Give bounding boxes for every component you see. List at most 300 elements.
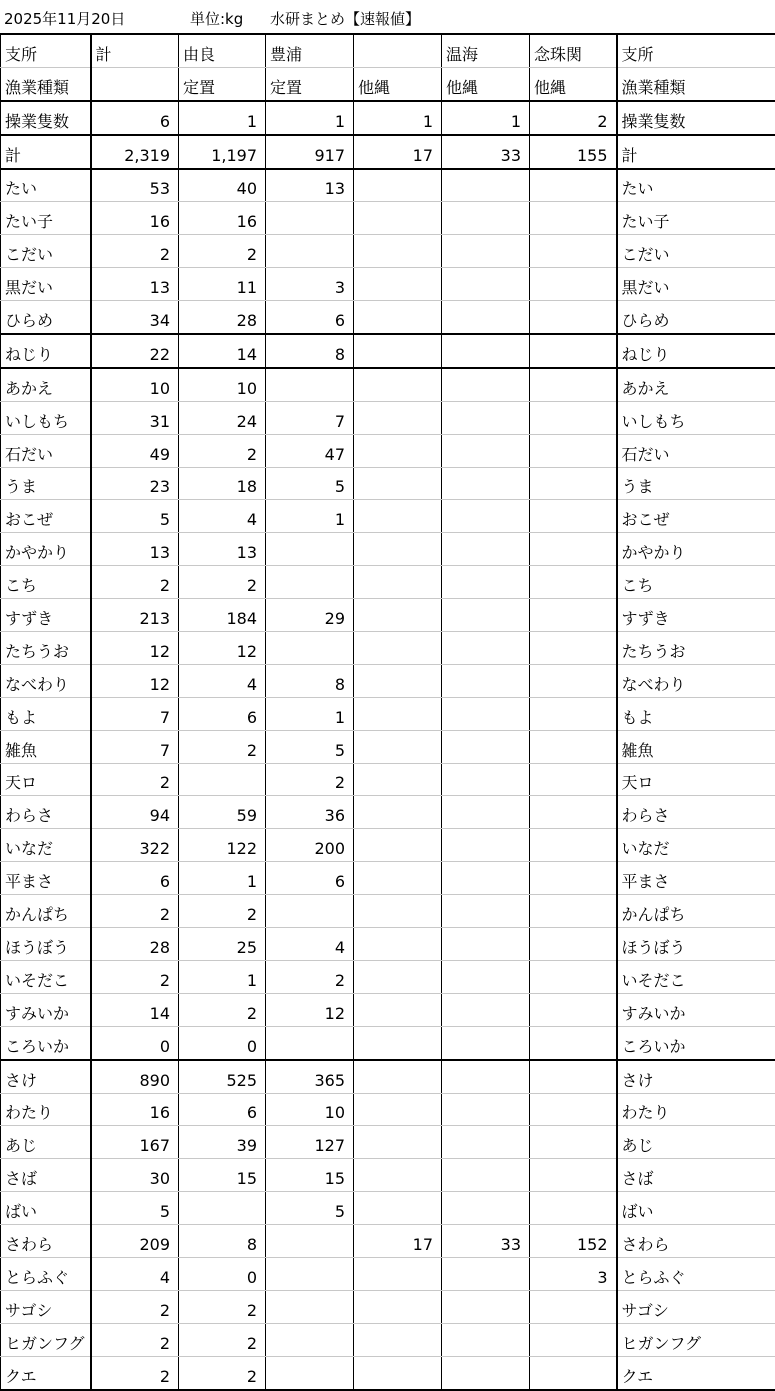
- table-row: [1, 763, 775, 796]
- cell-value: 17: [354, 1225, 442, 1258]
- cell-value: [530, 1323, 617, 1356]
- cell-value: 34: [91, 301, 179, 334]
- cell-value: [442, 730, 530, 763]
- cell-value: 4: [179, 500, 266, 533]
- ships-row: [1, 101, 775, 135]
- row-label: ころいか: [1, 1026, 91, 1059]
- cell-value: [266, 895, 354, 928]
- cell-value: 36: [266, 796, 354, 829]
- row-label: こち: [1, 566, 91, 599]
- row-label-right: いそだこ: [617, 960, 775, 993]
- cell-value: 1: [266, 697, 354, 730]
- table-row: [1, 500, 775, 533]
- cell-value: 6: [179, 697, 266, 730]
- cell-value: [442, 467, 530, 500]
- table-row: [1, 796, 775, 829]
- cell-value: 8: [266, 664, 354, 697]
- cell-value: [442, 1323, 530, 1356]
- cell-value: [266, 632, 354, 665]
- table-row: [1, 730, 775, 763]
- cell-value: [442, 697, 530, 730]
- cell-value: [266, 235, 354, 268]
- cell-value: 7: [266, 401, 354, 434]
- cell-value: 23: [91, 467, 179, 500]
- cell-value: 5: [91, 1192, 179, 1225]
- cell-value: [354, 730, 442, 763]
- cell-value: [530, 434, 617, 467]
- catch-table: [0, 33, 775, 1391]
- row-label: かやかり: [1, 533, 91, 566]
- cell-value: [530, 533, 617, 566]
- row-label-right: あかえ: [617, 368, 775, 401]
- table-row: [1, 434, 775, 467]
- cell-value: 2: [530, 101, 617, 135]
- table-row: [1, 1093, 775, 1126]
- cell-value: 365: [266, 1060, 354, 1093]
- cell-value: [179, 1192, 266, 1225]
- cell-value: [530, 334, 617, 368]
- cell-value: 他縄: [354, 67, 442, 100]
- cell-value: [354, 960, 442, 993]
- cell-value: [442, 796, 530, 829]
- table-row: [1, 599, 775, 632]
- table-row: [1, 1126, 775, 1159]
- table-row: [1, 202, 775, 235]
- cell-value: 152: [530, 1225, 617, 1258]
- cell-value: 2: [91, 960, 179, 993]
- row-label-right: おこぜ: [617, 500, 775, 533]
- cell-value: [530, 401, 617, 434]
- row-label: 石だい: [1, 434, 91, 467]
- table-row: [1, 566, 775, 599]
- cell-value: 7: [91, 730, 179, 763]
- cell-value: [354, 1192, 442, 1225]
- cell-value: [266, 1225, 354, 1258]
- cell-value: [266, 566, 354, 599]
- row-label: ほうぼう: [1, 928, 91, 961]
- cell-value: [442, 599, 530, 632]
- cell-value: 213: [91, 599, 179, 632]
- table-row: [1, 1225, 775, 1258]
- cell-value: [354, 368, 442, 401]
- cell-value: [354, 763, 442, 796]
- cell-value: [354, 301, 442, 334]
- row-label: なべわり: [1, 664, 91, 697]
- table-row: [1, 960, 775, 993]
- row-label: ひらめ: [1, 301, 91, 334]
- cell-value: 4: [266, 928, 354, 961]
- cell-value: 1: [179, 101, 266, 135]
- cell-value: 13: [91, 533, 179, 566]
- row-label: ねじり: [1, 334, 91, 368]
- row-label-right: わたり: [617, 1093, 775, 1126]
- row-label-right: 天ロ: [617, 763, 775, 796]
- row-label-right: たい: [617, 169, 775, 202]
- cell-value: 1: [179, 862, 266, 895]
- cell-value: 2: [91, 1290, 179, 1323]
- cell-value: [442, 664, 530, 697]
- table-row: [1, 829, 775, 862]
- table-row: [1, 895, 775, 928]
- cell-value: [530, 697, 617, 730]
- row-label-right: たい子: [617, 202, 775, 235]
- row-label: いそだこ: [1, 960, 91, 993]
- cell-value: 200: [266, 829, 354, 862]
- cell-value: 他縄: [442, 67, 530, 100]
- cell-value: 5: [266, 730, 354, 763]
- row-label: たい: [1, 169, 91, 202]
- cell-value: [354, 1060, 442, 1093]
- cell-value: 2: [179, 1323, 266, 1356]
- cell-value: [530, 993, 617, 1026]
- cell-value: 33: [442, 1225, 530, 1258]
- cell-value: 1: [442, 101, 530, 135]
- row-label-right: ひらめ: [617, 301, 775, 334]
- row-label-right: なべわり: [617, 664, 775, 697]
- row-label-right: ばい: [617, 1192, 775, 1225]
- cell-value: 14: [179, 334, 266, 368]
- cell-value: [354, 697, 442, 730]
- cell-value: [530, 1126, 617, 1159]
- cell-value: [442, 169, 530, 202]
- cell-value: [354, 235, 442, 268]
- cell-value: 定置: [266, 67, 354, 100]
- cell-value: 16: [91, 202, 179, 235]
- row-label-right: 雑魚: [617, 730, 775, 763]
- cell-value: [530, 928, 617, 961]
- row-label-right: 漁業種類: [617, 67, 775, 100]
- row-label-right: ころいか: [617, 1026, 775, 1059]
- cell-value: [354, 1026, 442, 1059]
- row-label-right: ねじり: [617, 334, 775, 368]
- cell-value: 24: [179, 401, 266, 434]
- cell-value: [442, 928, 530, 961]
- cell-value: [530, 895, 617, 928]
- row-label-right: サゴシ: [617, 1290, 775, 1323]
- cell-value: 温海: [442, 34, 530, 67]
- cell-value: 2: [179, 993, 266, 1026]
- cell-value: [530, 1159, 617, 1192]
- cell-value: 12: [91, 632, 179, 665]
- cell-value: [442, 862, 530, 895]
- row-label: わらさ: [1, 796, 91, 829]
- cell-value: [530, 268, 617, 301]
- row-label: おこぜ: [1, 500, 91, 533]
- row-label-right: とらふぐ: [617, 1257, 775, 1290]
- cell-value: [530, 467, 617, 500]
- cell-value: [354, 599, 442, 632]
- row-label-right: あじ: [617, 1126, 775, 1159]
- cell-value: [530, 169, 617, 202]
- cell-value: [442, 632, 530, 665]
- cell-value: [530, 960, 617, 993]
- cell-value: [354, 1290, 442, 1323]
- row-label: もよ: [1, 697, 91, 730]
- cell-value: 2: [266, 960, 354, 993]
- cell-value: [530, 664, 617, 697]
- cell-value: 念珠関: [530, 34, 617, 67]
- cell-value: [530, 1192, 617, 1225]
- cell-value: 2: [91, 895, 179, 928]
- table-row: [1, 697, 775, 730]
- cell-value: [354, 1323, 442, 1356]
- cell-value: 豊浦: [266, 34, 354, 67]
- table-row: [1, 928, 775, 961]
- cell-value: 28: [91, 928, 179, 961]
- cell-value: [530, 632, 617, 665]
- table-row: [1, 862, 775, 895]
- cell-value: 525: [179, 1060, 266, 1093]
- cell-value: [530, 730, 617, 763]
- cell-value: 他縄: [530, 67, 617, 100]
- table-row: [1, 1159, 775, 1192]
- cell-value: 15: [266, 1159, 354, 1192]
- table-row: [1, 664, 775, 697]
- cell-value: 4: [91, 1257, 179, 1290]
- cell-value: 1: [179, 960, 266, 993]
- cell-value: 6: [91, 862, 179, 895]
- cell-value: 322: [91, 829, 179, 862]
- cell-value: 6: [266, 862, 354, 895]
- cell-value: 8: [179, 1225, 266, 1258]
- cell-value: 4: [179, 664, 266, 697]
- row-label: あかえ: [1, 368, 91, 401]
- cell-value: [442, 434, 530, 467]
- cell-value: 13: [91, 268, 179, 301]
- row-label: 天ロ: [1, 763, 91, 796]
- row-label-right: こち: [617, 566, 775, 599]
- table-row: [1, 401, 775, 434]
- cell-value: 59: [179, 796, 266, 829]
- cell-value: [442, 1060, 530, 1093]
- row-label: 支所: [1, 34, 91, 67]
- cell-value: 2: [179, 1356, 266, 1389]
- cell-value: [442, 1159, 530, 1192]
- cell-value: [530, 368, 617, 401]
- cell-value: 18: [179, 467, 266, 500]
- cell-value: 16: [179, 202, 266, 235]
- cell-value: 122: [179, 829, 266, 862]
- row-label: たい子: [1, 202, 91, 235]
- cell-value: [354, 434, 442, 467]
- row-label-right: 支所: [617, 34, 775, 67]
- cell-value: [530, 796, 617, 829]
- cell-value: 1: [266, 500, 354, 533]
- cell-value: [530, 1026, 617, 1059]
- cell-value: 917: [266, 135, 354, 169]
- cell-value: 47: [266, 434, 354, 467]
- row-label: さけ: [1, 1060, 91, 1093]
- cell-value: [442, 268, 530, 301]
- table-row: [1, 1323, 775, 1356]
- cell-value: [354, 664, 442, 697]
- table-row: [1, 334, 775, 368]
- cell-value: 28: [179, 301, 266, 334]
- cell-value: 25: [179, 928, 266, 961]
- row-label-right: かんぱち: [617, 895, 775, 928]
- row-label: あじ: [1, 1126, 91, 1159]
- row-label: さば: [1, 1159, 91, 1192]
- cell-value: 12: [179, 632, 266, 665]
- cell-value: [530, 202, 617, 235]
- cell-value: [442, 533, 530, 566]
- row-label: すみいか: [1, 993, 91, 1026]
- cell-value: 3: [266, 268, 354, 301]
- cell-value: [354, 401, 442, 434]
- cell-value: [442, 1290, 530, 1323]
- row-label: ヒガンフグ: [1, 1323, 91, 1356]
- cell-value: [354, 566, 442, 599]
- row-label: 漁業種類: [1, 67, 91, 100]
- cell-value: [530, 599, 617, 632]
- cell-value: [442, 235, 530, 268]
- cell-value: 209: [91, 1225, 179, 1258]
- cell-value: 11: [179, 268, 266, 301]
- cell-value: 22: [91, 334, 179, 368]
- row-label-right: すみいか: [617, 993, 775, 1026]
- cell-value: [442, 1026, 530, 1059]
- cell-value: [442, 1192, 530, 1225]
- cell-value: 53: [91, 169, 179, 202]
- table-row: [1, 1192, 775, 1225]
- cell-value: [354, 1126, 442, 1159]
- cell-value: 2: [266, 763, 354, 796]
- row-label: 雑魚: [1, 730, 91, 763]
- cell-value: [266, 368, 354, 401]
- cell-value: 2: [91, 763, 179, 796]
- cell-value: 2: [179, 434, 266, 467]
- row-label: 計: [1, 135, 91, 169]
- cell-value: 2: [91, 566, 179, 599]
- cell-value: [442, 566, 530, 599]
- row-label: すずき: [1, 599, 91, 632]
- cell-value: [442, 895, 530, 928]
- cell-value: 16: [91, 1093, 179, 1126]
- cell-value: [530, 235, 617, 268]
- table-row: [1, 993, 775, 1026]
- row-label: わたり: [1, 1093, 91, 1126]
- row-label-right: 操業隻数: [617, 101, 775, 135]
- cell-value: [91, 67, 179, 100]
- cell-value: [266, 1026, 354, 1059]
- cell-value: [354, 632, 442, 665]
- cell-value: 31: [91, 401, 179, 434]
- table-row: [1, 1356, 775, 1389]
- cell-value: [354, 1093, 442, 1126]
- cell-value: [442, 1356, 530, 1389]
- cell-value: 13: [266, 169, 354, 202]
- cell-value: [354, 533, 442, 566]
- cell-value: 2: [179, 895, 266, 928]
- cell-value: 5: [266, 1192, 354, 1225]
- table-row: [1, 467, 775, 500]
- cell-value: [442, 763, 530, 796]
- cell-value: 39: [179, 1126, 266, 1159]
- row-label-right: いなだ: [617, 829, 775, 862]
- cell-value: 40: [179, 169, 266, 202]
- cell-value: 2: [91, 235, 179, 268]
- cell-value: [354, 268, 442, 301]
- header-row-fishery: [1, 67, 775, 100]
- cell-value: 12: [266, 993, 354, 1026]
- row-label: サゴシ: [1, 1290, 91, 1323]
- cell-value: 由良: [179, 34, 266, 67]
- row-label: さわら: [1, 1225, 91, 1258]
- cell-value: [354, 796, 442, 829]
- row-label-right: 計: [617, 135, 775, 169]
- table-row: [1, 169, 775, 202]
- row-label-right: クエ: [617, 1356, 775, 1389]
- row-label-right: すずき: [617, 599, 775, 632]
- cell-value: 15: [179, 1159, 266, 1192]
- cell-value: 2,319: [91, 135, 179, 169]
- cell-value: 2: [179, 730, 266, 763]
- report-title: 水研まとめ【速報値】: [270, 9, 420, 29]
- cell-value: [354, 34, 442, 67]
- row-label: いしもち: [1, 401, 91, 434]
- cell-value: [354, 928, 442, 961]
- row-label-right: 石だい: [617, 434, 775, 467]
- cell-value: [266, 202, 354, 235]
- cell-value: [530, 500, 617, 533]
- cell-value: 2: [179, 235, 266, 268]
- cell-value: [442, 500, 530, 533]
- table-row: [1, 1290, 775, 1323]
- cell-value: [442, 960, 530, 993]
- cell-value: 0: [91, 1026, 179, 1059]
- cell-value: 17: [354, 135, 442, 169]
- cell-value: 5: [91, 500, 179, 533]
- cell-value: 6: [91, 101, 179, 135]
- cell-value: [530, 862, 617, 895]
- cell-value: [354, 169, 442, 202]
- cell-value: [442, 1257, 530, 1290]
- cell-value: [354, 1356, 442, 1389]
- cell-value: [266, 1356, 354, 1389]
- row-label-right: かやかり: [617, 533, 775, 566]
- cell-value: 890: [91, 1060, 179, 1093]
- cell-value: [442, 334, 530, 368]
- table-row: [1, 368, 775, 401]
- cell-value: 8: [266, 334, 354, 368]
- cell-value: 10: [91, 368, 179, 401]
- cell-value: [354, 500, 442, 533]
- cell-value: 2: [179, 566, 266, 599]
- cell-value: 0: [179, 1257, 266, 1290]
- cell-value: [354, 993, 442, 1026]
- header-row-branch: [1, 34, 775, 67]
- cell-value: [442, 1093, 530, 1126]
- cell-value: 184: [179, 599, 266, 632]
- row-label-right: ヒガンフグ: [617, 1323, 775, 1356]
- cell-value: 10: [179, 368, 266, 401]
- cell-value: [530, 1093, 617, 1126]
- cell-value: 5: [266, 467, 354, 500]
- table-row: [1, 301, 775, 334]
- cell-value: [266, 1257, 354, 1290]
- cell-value: 127: [266, 1126, 354, 1159]
- row-label: とらふぐ: [1, 1257, 91, 1290]
- cell-value: 29: [266, 599, 354, 632]
- cell-value: 1,197: [179, 135, 266, 169]
- report-date: 2025年11月20日: [4, 9, 125, 29]
- cell-value: [354, 467, 442, 500]
- table-row: [1, 1026, 775, 1059]
- row-label-right: わらさ: [617, 796, 775, 829]
- cell-value: [179, 763, 266, 796]
- row-label-right: 黒だい: [617, 268, 775, 301]
- total-row: [1, 135, 775, 169]
